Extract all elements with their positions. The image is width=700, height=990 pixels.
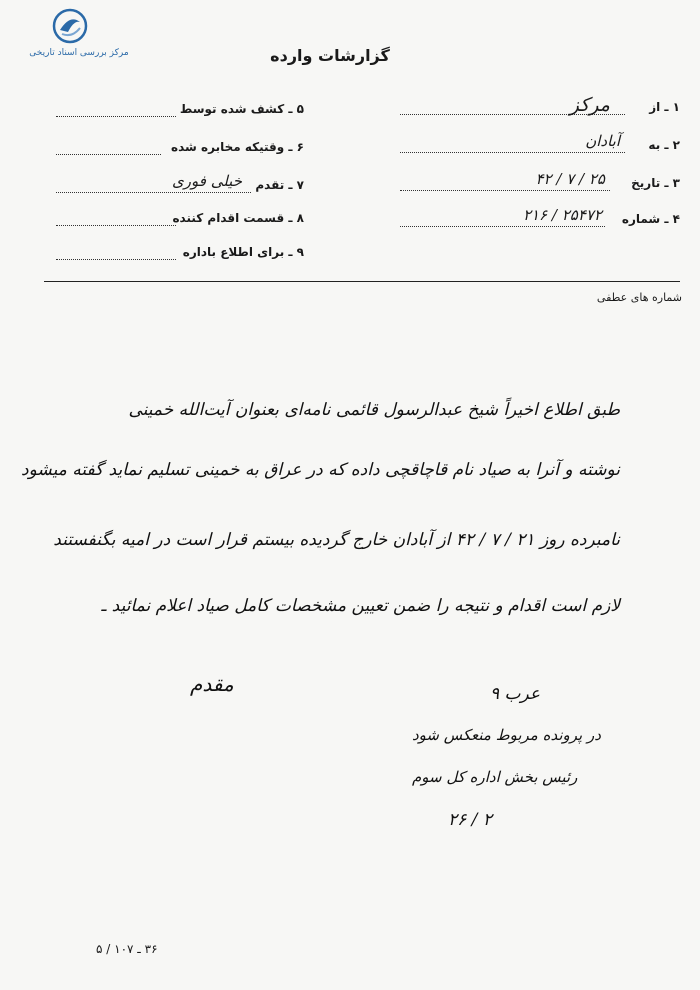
field-date-value: ۲۵ / ۷ / ۴۲ [535, 170, 605, 188]
archive-logo-text: مرکز بررسی اسناد تاریخی [29, 48, 129, 58]
header-divider [44, 281, 680, 282]
field-decoded-by [56, 100, 304, 120]
field-priority-value: خیلی فوری [172, 172, 242, 190]
field-from-value: مرکز [569, 94, 610, 116]
body-line: لازم است اقدام و نتیجه را ضمن تعیین مشخصات کامل صیاد اعلام نمائید ـ [101, 596, 620, 616]
archive-logo [14, 8, 184, 68]
field-from [400, 94, 680, 118]
field-to-label: ۲ ـ به [648, 138, 680, 152]
body-line: نامبرده روز ۲۱ / ۷ / ۴۲ از آبادان خارج گردیده بیستم قرار است در امیه بگنفستند [53, 530, 620, 550]
archive-logo-icon [52, 8, 88, 44]
field-action-unit-label: ۸ ـ قسمت اقدام کننده [172, 211, 304, 225]
signature-line: عرب ۹ [490, 684, 541, 704]
field-number-label: ۴ ـ شماره [621, 212, 680, 226]
field-priority [56, 172, 304, 196]
field-transmitted-when-label: ۶ ـ وقتیکه مخابره شده [171, 140, 304, 154]
field-number [400, 206, 680, 230]
signature-line: رئیس بخش اداره کل سوم [412, 768, 578, 786]
form-title: گزارشات وارده [270, 46, 390, 65]
signature-date: ۲ / ۲۶ [448, 810, 492, 830]
field-info-office [56, 243, 304, 263]
reference-numbers-label: شماره های عطفی [596, 291, 682, 304]
signature-line: در پرونده مربوط منعکس شود [412, 726, 601, 744]
body-line: طبق اطلاع اخیراً شیخ عبدالرسول قائمی نامه‌ای بعنوان آیت‌الله خمینی [128, 400, 620, 420]
field-number-value: ۲۵۴۷۲ / ۲۱۶ [522, 206, 602, 224]
field-priority-label: ۷ ـ تقدم [255, 178, 304, 192]
document-number: ۳۶ ـ ۱۰۷ / ۵ [96, 942, 158, 956]
body-line: نوشته و آنرا به صیاد نام قاچاقچی داده که در عراق به خمینی تسلیم نماید گفته میشود [21, 460, 620, 480]
field-action-unit [56, 209, 304, 229]
field-decoded-by-label: ۵ ـ کشف شده توسط [179, 102, 304, 116]
field-date [400, 170, 680, 194]
field-to-value: آبادان [585, 132, 620, 150]
field-transmitted-when [56, 138, 304, 158]
field-to [400, 132, 680, 156]
body-closing: مقدم [190, 672, 234, 696]
field-from-label: ۱ ـ از [649, 100, 680, 114]
field-info-office-label: ۹ ـ برای اطلاع باداره [182, 245, 304, 259]
field-date-label: ۳ ـ تاریخ [631, 176, 680, 190]
